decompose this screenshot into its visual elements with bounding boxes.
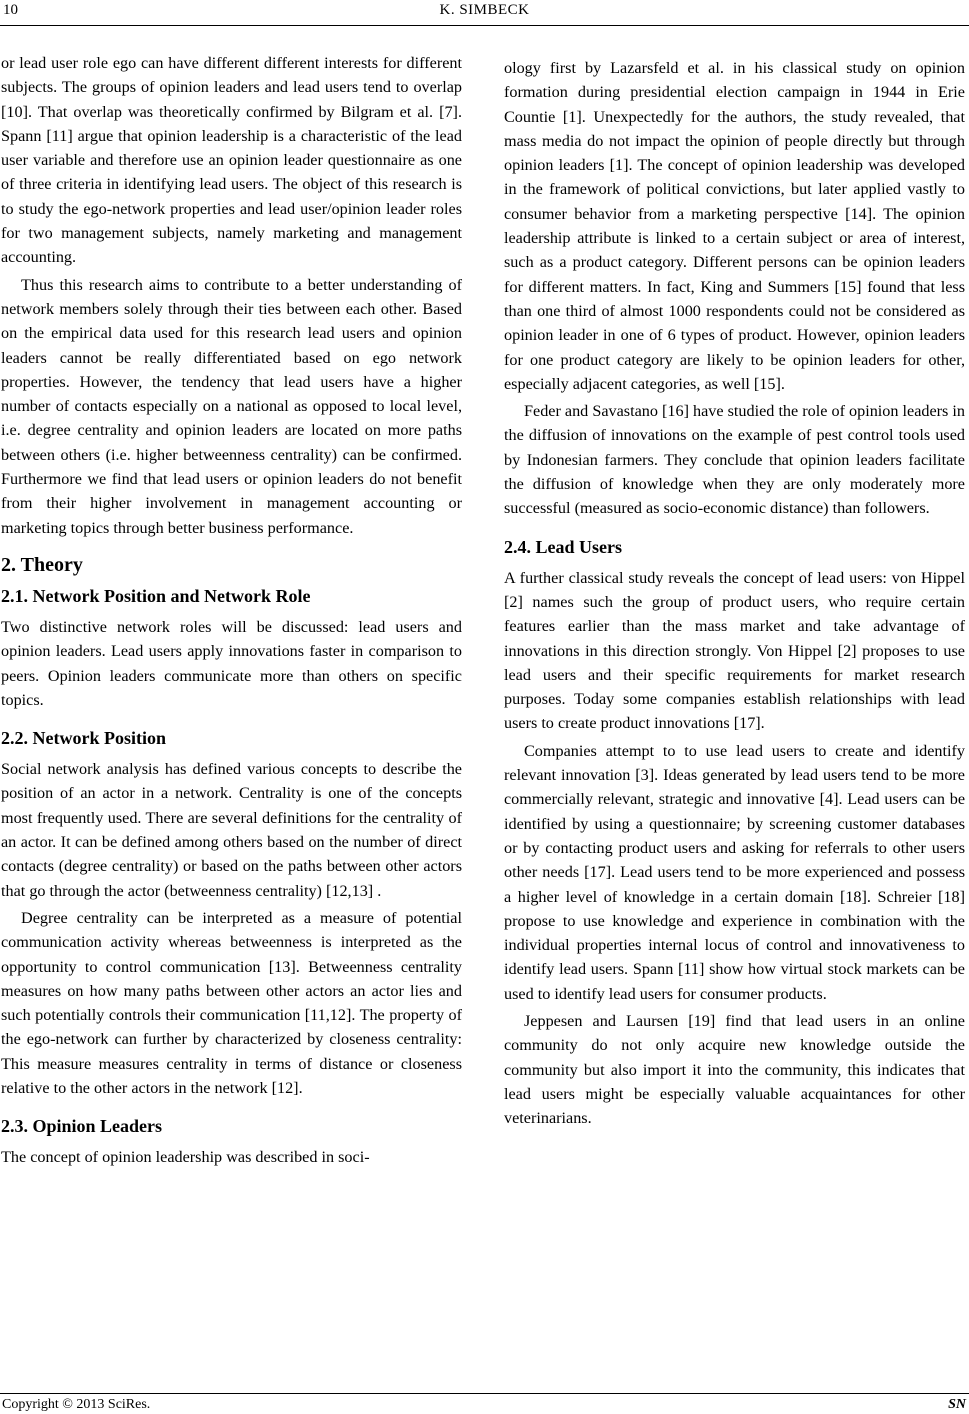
paragraph: ology first by Lazarsfeld et al. in his classical study on opinion formation during presidential election campaign in 1944 in Erie Countie [1]. Unexpectedly for the authors, the study revealed, that mass media do not impact the opinion of people directly but through opinion leaders [1]. The concept of opinion leadership was developed in the framework of political convictions, but later applied vastly to consumer behavior from a marketing perspective [14]. The opinion leadership attribute is linked to a certain subject or area of interest, such as a product category. Different persons can be opinion leaders for different matters. In fact, King and Summers [15] found that less than one third of almost 1000 respondents could not be considered as opinion leader in one of 6 types of product. However, opinion leaders for one product category are likely to be opinion leaders for other, especially adjacent categories, as well [15]. <box>504 59 965 393</box>
paragraph: Two distinctive network roles will be discussed: lead users and opinion leaders. Lead users apply innovations faster in comparison to peers. Opinion leaders communicate more than others on specific topics. <box>1 617 462 709</box>
paragraph: Feder and Savastano [16] have studied the role of opinion leaders in the diffusion of innovations on the example of pest control tools used by Indonesian farmers. They conclude that opinion leaders facilitate the diffusion of knowledge when they are only moderately more successful (measured as socio-economic distance) than followers. <box>504 402 965 518</box>
paragraph: The concept of opinion leadership was described in soci- <box>1 1148 370 1167</box>
page-number: 10 <box>3 2 18 18</box>
subsection-heading: 2.2. Network Position <box>1 728 166 749</box>
paragraph: Degree centrality can be interpreted as a measure of potential communication activity whereas betweenness is interpreted as the opportunity to control communication [13]. Betweenness centrality measures on how many paths between other actors an actor lies and such potentially controls their communication [11,12]. The property of the ego-network can further by characterized by closeness centrality: This measure measures centrality in terms of distance or closeness relative to the other actors in the network [12]. <box>1 908 462 1097</box>
subsection-heading: 2.4. Lead Users <box>504 536 622 557</box>
section-heading: 2. Theory <box>1 553 83 576</box>
subsection-heading: 2.1. Network Position and Network Role <box>1 585 311 606</box>
paragraph: Social network analysis has defined various concepts to describe the position of an actor in a network. Centrality is one of the concepts most frequently used. There are several definitions for the centrality of an actor. It can be defined among others based on the number of direct contacts (degree centrality) or based on the paths between other actors that go through the actor (betweenness centrality) [12,13] . <box>1 760 462 900</box>
left-column <box>1 51 462 1170</box>
running-header <box>0 0 969 22</box>
footer-rule <box>0 1393 969 1394</box>
header-rule <box>0 25 969 26</box>
paragraph: Thus this research aims to contribute to a better understanding of network members solely through their ties between each other. Based on the empirical data used for this research lead users and opinion leaders cannot be really differentiated based on ego network properties. However, the tendency that lead users have a higher number of contacts especially on a national as opposed to local level, i.e. degree centrality and opinion leaders are located on more paths between others (i.e. higher betweenness centrality) can be confirmed. Furthermore we find that lead users or opinion leaders do not benefit from their higher involvement in management accounting or marketing topics through better business performance. <box>1 275 462 537</box>
right-column <box>504 56 965 1130</box>
paragraph: Jeppesen and Laursen [19] find that lead users in an online community do not only acquire new knowledge outside the community but also import it into the community, this indicates that lead users might be especially valuable acquaintances for other veterinarians. <box>504 1011 965 1128</box>
paragraph: A further classical study reveals the concept of lead users: von Hippel [2] names such the group of product users, who require certain features earlier than the mass market and take advantage of innovations in this direction strongly. Von Hippel [2] proposes to use lead users and their specific requirements for market research purposes. Today some companies establish relationships with lead users to create product innovations [17]. <box>504 568 965 733</box>
subsection-heading: 2.3. Opinion Leaders <box>1 1116 163 1137</box>
page-footer <box>0 1393 969 1414</box>
journal-abbreviation: SN <box>948 1397 966 1412</box>
running-author: K. SIMBECK <box>439 2 530 18</box>
paragraph: Companies attempt to to use lead users to create and identify relevant innovation [3]. Ideas generated by lead users tend to be more commercially relevant, strategic and innovative [4]. Lead users can be identified by using a questionnaire; by screening customer databases or by contacting product users and asking for referrals to other users other needs [17]. Lead users tend to be more experienced and possess a higher level of knowledge in a certain domain [18]. Schreier [18] propose to use knowledge and experience in combination with the individual properties internal locus of control and innovativeness to identify lead users. Spann [11] show how virtual stock markets can be used to identify lead users for consumer products. <box>504 741 965 1003</box>
paragraph: or lead user role ego can have different different interests for different subjects. The groups of opinion leaders and lead users tend to overlap [10]. That overlap was theoretically confirmed by Bilgram et al. [7]. Spann [11] argue that opinion leadership is a characteristic of the lead user variable and therefore use an opinion leader questionnaire as one of three criteria in identifying lead users. The object of this research is to study the ego-network properties and lead user/opinion leader roles for two management subjects, namely marketing and management accounting. <box>1 54 462 267</box>
copyright-notice: Copyright © 2013 SciRes. <box>2 1397 151 1412</box>
